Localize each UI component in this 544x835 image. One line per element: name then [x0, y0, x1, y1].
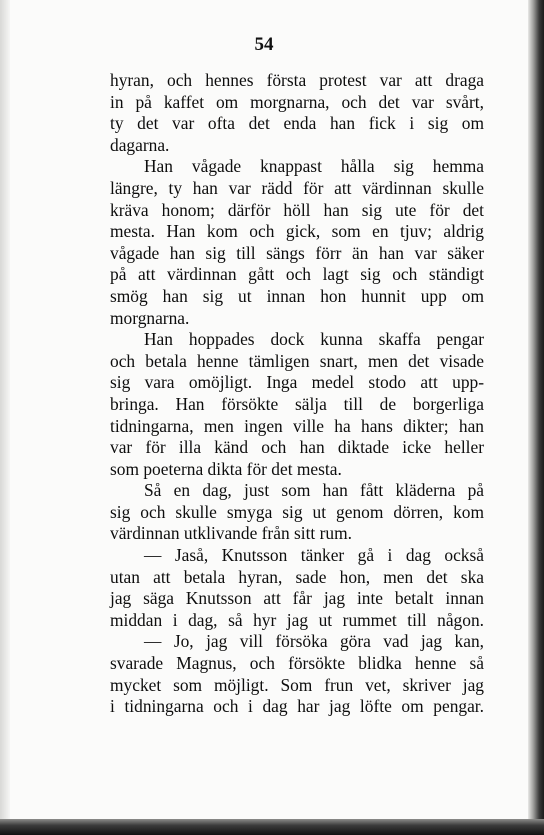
- text-line: — Jo, jag vill försöka göra vad jag kan,: [144, 631, 484, 652]
- text-line: ty det var ofta det enda han fick i sig om: [110, 113, 484, 134]
- page-binding-shadow: [528, 0, 544, 835]
- text-line: middan i dag, så hyr jag ut rummet till någon.: [110, 609, 484, 630]
- text-line: på att värdinnan gått och lagt sig och ständigt: [110, 264, 484, 285]
- text-line: bringa. Han försökte sälja till de borgerliga: [110, 393, 484, 414]
- text-line: in på kaffet om morgnarna, och det var svårt,: [110, 91, 484, 112]
- text-line: jag säga Knutsson att får jag inte betalt innan: [110, 588, 484, 609]
- page-left-edge: [0, 0, 10, 835]
- text-line: hyran, och hennes första protest var att draga: [110, 70, 484, 90]
- text-line: Han hoppades dock kunna skaffa pengar: [144, 329, 484, 350]
- text-line: som poeterna dikta för det mesta.: [110, 458, 342, 479]
- text-line: dagarna.: [110, 134, 170, 155]
- page-number: 54: [254, 34, 274, 55]
- text-line: och betala henne tämligen snart, men det visade: [110, 350, 484, 371]
- text-line: Så en dag, just som han fått kläderna på: [144, 480, 484, 501]
- text-line: tidningarna, men ingen ville ha hans dikter; han: [110, 415, 484, 436]
- text-line: mesta. Han kom och gick, som en tjuv; aldrig: [110, 221, 484, 242]
- body-text: [110, 70, 484, 718]
- page-bottom-shadow: [0, 819, 544, 835]
- text-line: kräva honom; därför höll han sig ute för det: [110, 199, 484, 220]
- text-line: morgnarna.: [110, 307, 190, 328]
- text-line: längre, ty han var rädd för att värdinnan skulle: [110, 177, 484, 198]
- text-line: Han vågade knappast hålla sig hemma: [144, 156, 484, 177]
- text-line: smög han sig ut innan hon hunnit upp om: [110, 285, 484, 306]
- text-line: sig vara omöjligt. Inga medel stodo att upp-: [110, 372, 484, 393]
- text-line: värdinnan utklivande från sitt rum.: [110, 523, 352, 544]
- text-line: var för illa känd och han diktade icke heller: [110, 437, 484, 458]
- text-line: mycket som möjligt. Som frun vet, skriver jag: [110, 674, 484, 695]
- text-line: i tidningarna och i dag har jag löfte om pengar.: [110, 696, 484, 717]
- text-line: svarade Magnus, och försökte blidka henne så: [110, 653, 484, 674]
- text-line: vågade han sig till sängs förr än han var säker: [110, 242, 484, 263]
- text-line: — Jaså, Knutsson tänker gå i dag också: [144, 545, 484, 566]
- text-line: sig och skulle smyga sig ut genom dörren, kom: [110, 501, 484, 522]
- text-line: utan att betala hyran, sade hon, men det ska: [110, 566, 484, 587]
